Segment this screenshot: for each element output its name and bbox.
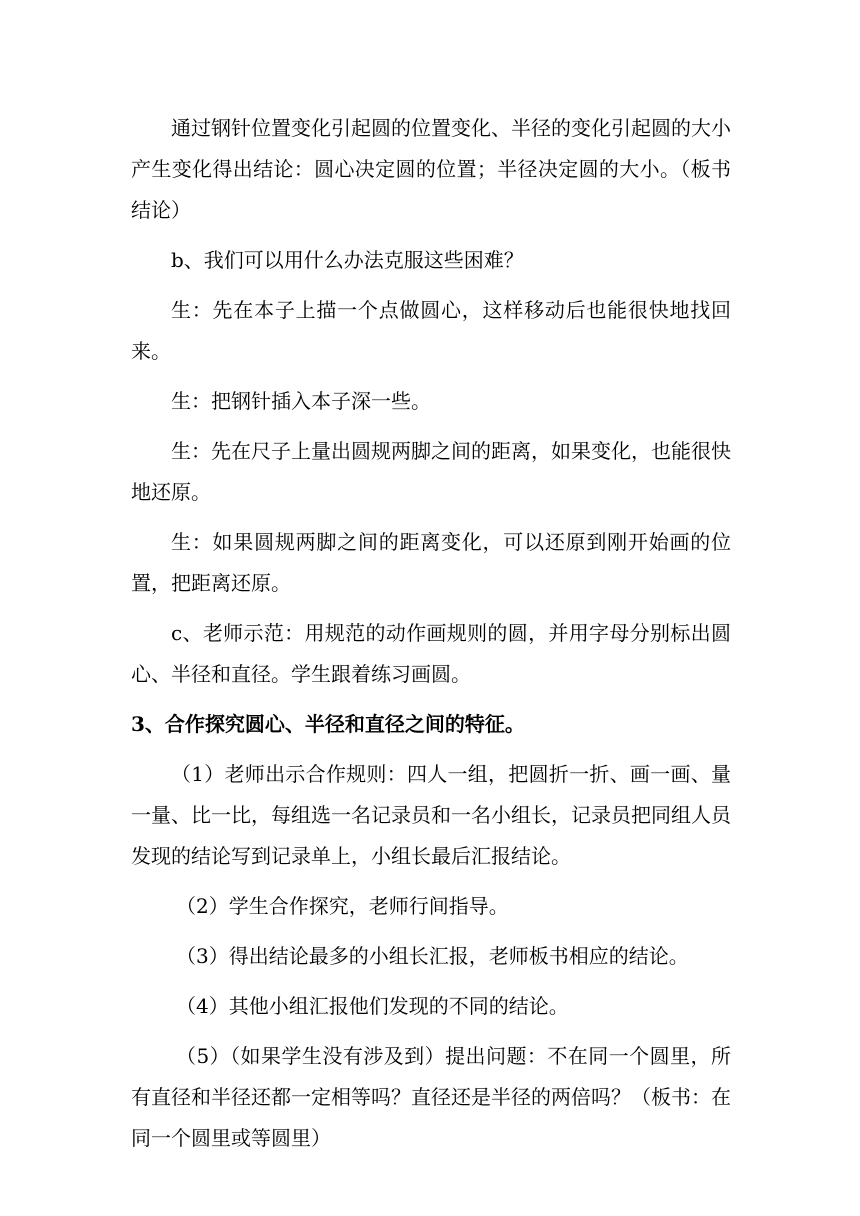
paragraph-step-4: （4）其他小组汇报他们发现的不同的结论。 <box>176 994 569 1018</box>
paragraph-student-answer-1: 生：先在本子上描一个点做圆心，这样移动后也能很快地找回来。 <box>131 298 731 363</box>
paragraph-step-3: （3）得出结论最多的小组长汇报，老师板书相应的结论。 <box>176 944 689 968</box>
paragraph-step-1: （1）老师出示合作规则：四人一组，把圆折一折、画一画、量一量、比一比，每组选一名记录员和一名小组长，记录员把同组人员发现的结论写到记录单上，小组长最后汇报结论。 <box>131 762 731 868</box>
paragraph-student-answer-4: 生：如果圆规两脚之间的距离变化，可以还原到刚开始画的位置，把距离还原。 <box>131 530 731 595</box>
section-heading-3: 3、合作探究圆心、半径和直径之间的特征。 <box>131 712 525 736</box>
paragraph-conclusion: 通过钢针位置变化引起圆的位置变化、半径的变化引起圆的大小产生变化得出结论：圆心决定圆的位置；半径决定圆的大小。（板书结论） <box>131 116 731 222</box>
paragraph-student-answer-2: 生：把钢针插入本子深一些。 <box>171 389 431 413</box>
paragraph-student-answer-3: 生：先在尺子上量出圆规两脚之间的距离，如果变化，也能很快地还原。 <box>131 439 731 504</box>
paragraph-step-5: （5）（如果学生没有涉及到）提出问题：不在同一个圆里，所有直径和半径还都一定相等吗？直径还是半径的两倍吗？（板书：在同一个圆里或等圆里） <box>131 1044 731 1150</box>
paragraph-question-b: b、我们可以用什么办法克服这些困难？ <box>171 248 524 272</box>
paragraph-step-2: （2）学生合作探究，老师行间指导。 <box>176 894 509 918</box>
paragraph-teacher-demo-c: c、老师示范：用规范的动作画规则的圆，并用字母分别标出圆心、半径和直径。学生跟着练习画圆。 <box>131 621 731 686</box>
document-body <box>131 108 731 1168</box>
